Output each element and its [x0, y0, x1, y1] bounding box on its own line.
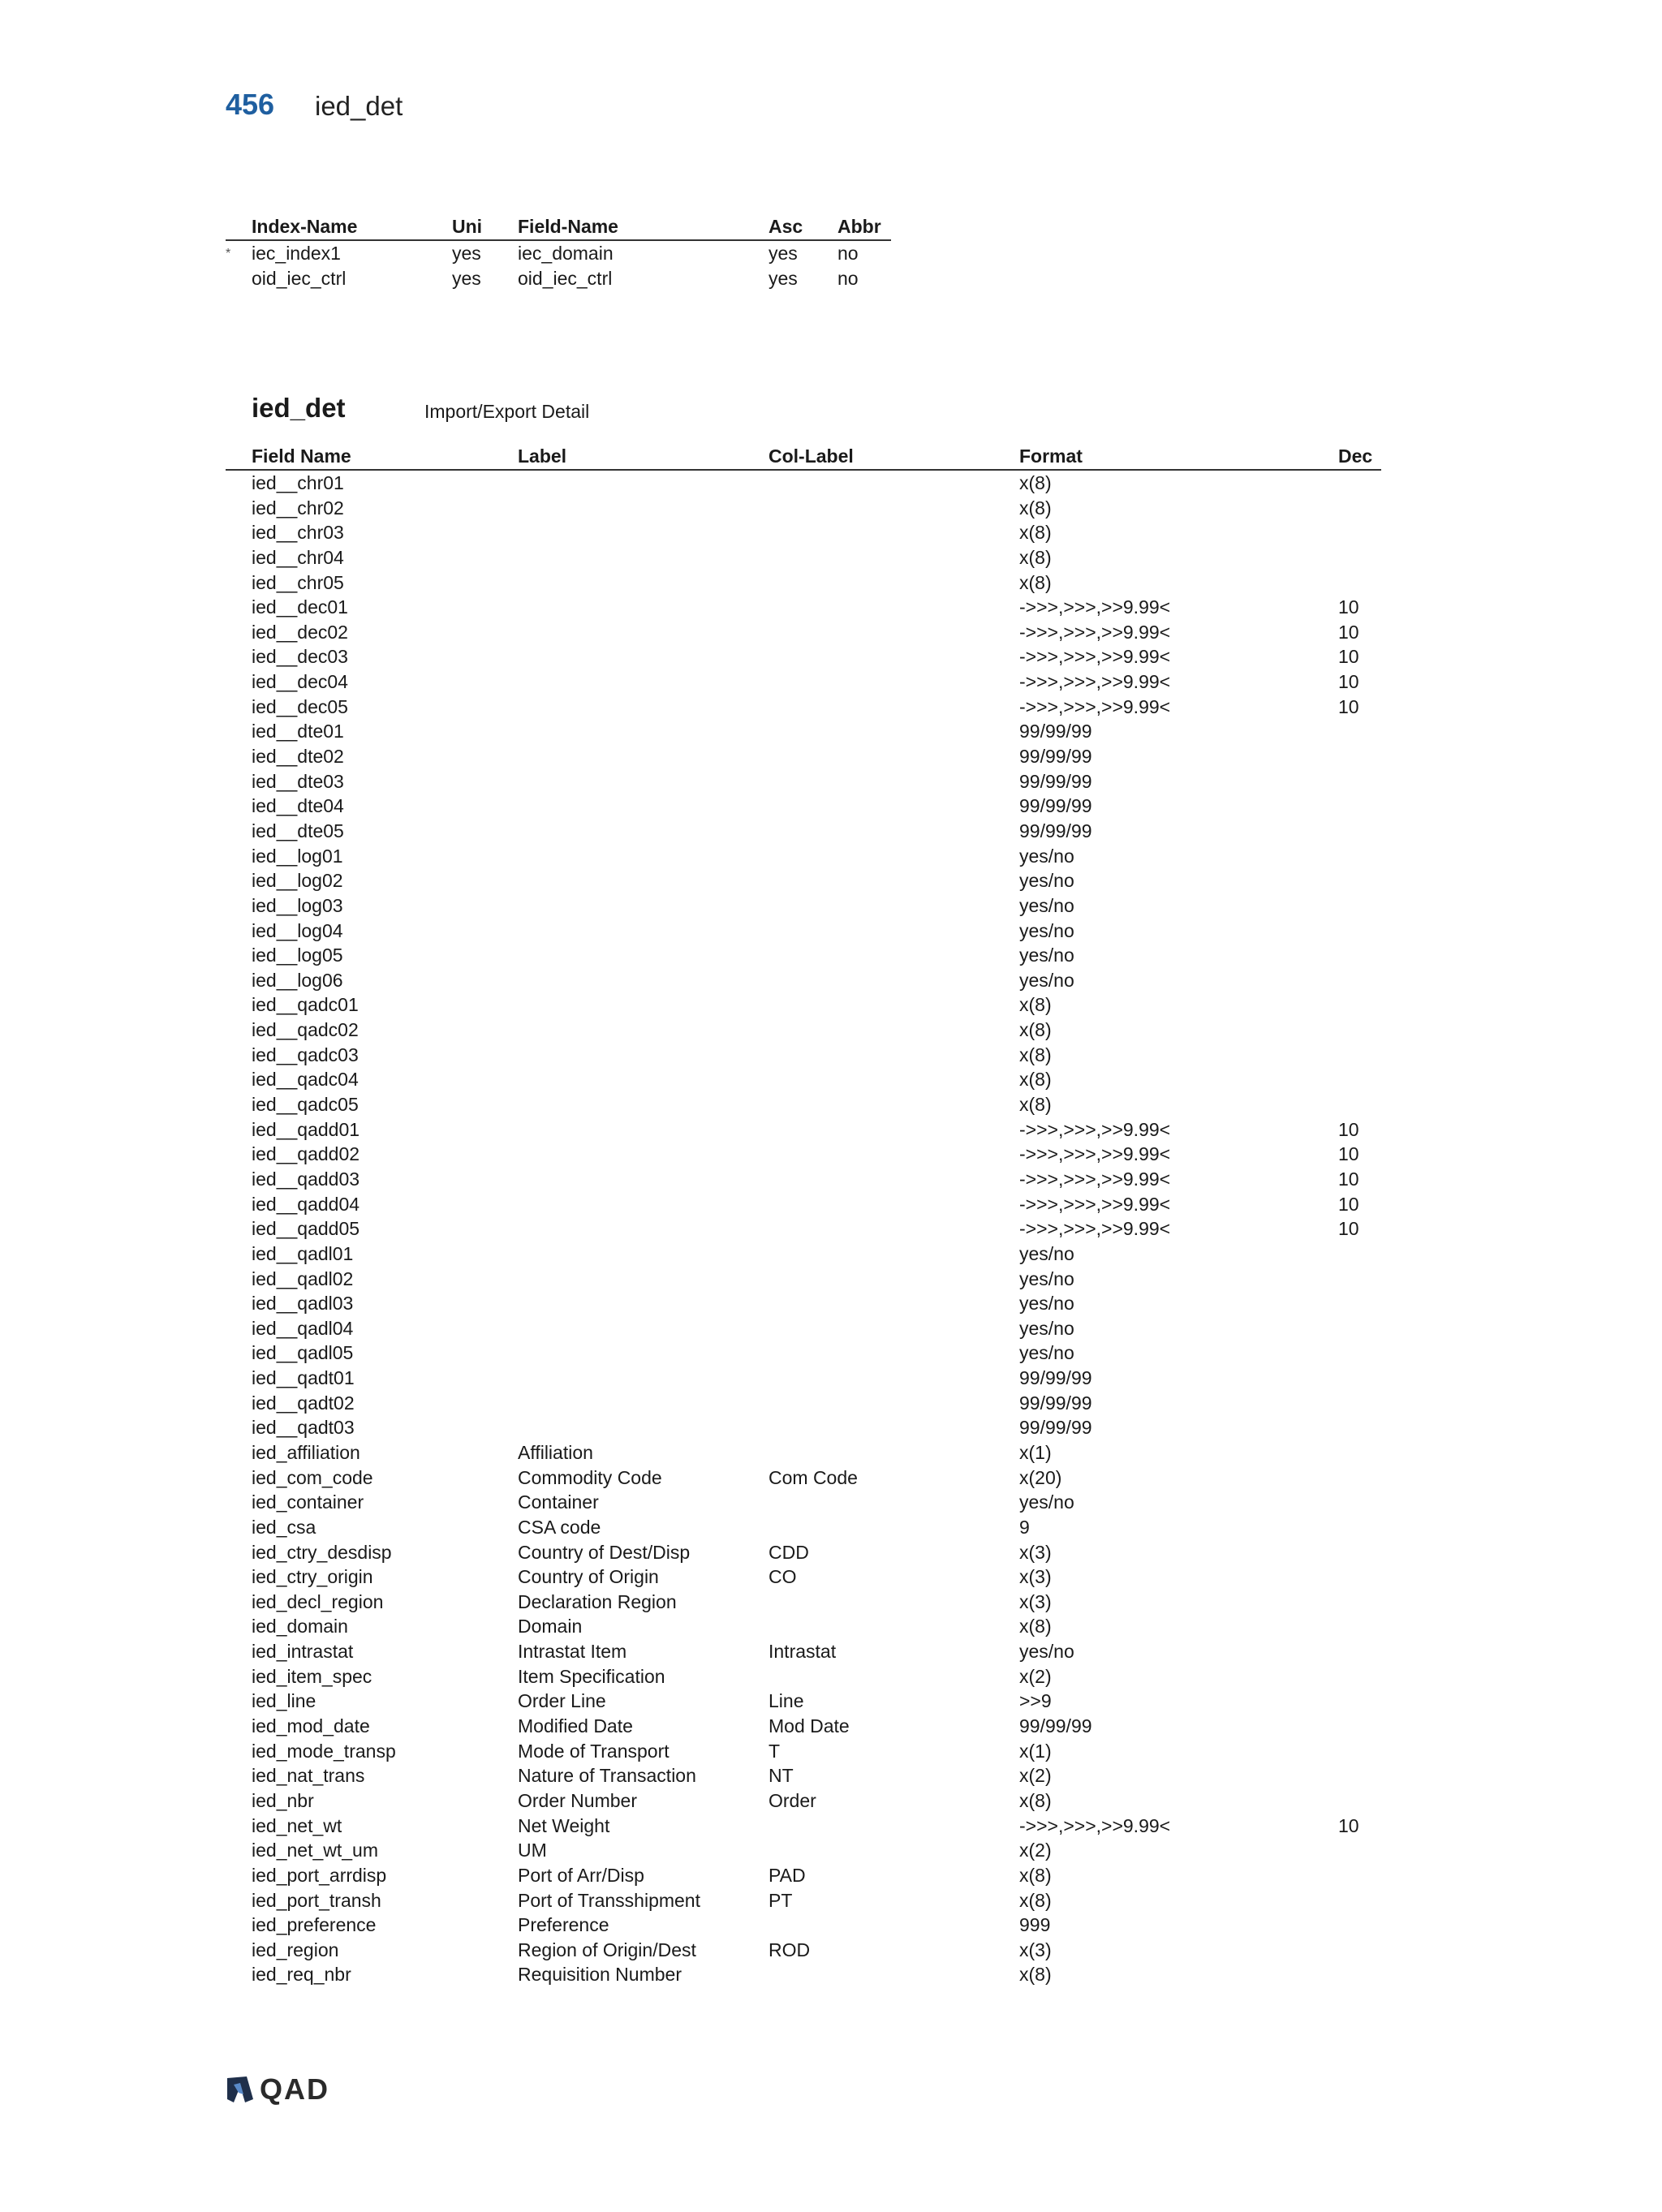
- table-row: [226, 1192, 1381, 1217]
- format-cell: yes/no: [1019, 1242, 1074, 1264]
- index-name-cell: iec_index1: [252, 243, 341, 264]
- field-name-cell: ied__qadt02: [252, 1392, 355, 1414]
- table-row: [226, 570, 1381, 596]
- label-cell: Region of Origin/Dest: [518, 1939, 696, 1960]
- table-row: [226, 819, 1381, 844]
- col-header-index-name: Index-Name: [252, 216, 358, 237]
- asc-cell: yes: [769, 268, 798, 289]
- label-cell: Intrastat Item: [518, 1641, 627, 1663]
- label-cell: Declaration Region: [518, 1590, 677, 1612]
- label-cell: UM: [518, 1840, 547, 1861]
- table-row: [226, 1938, 1381, 1963]
- field-name-cell: ied__qadl04: [252, 1317, 354, 1339]
- table-row: [226, 644, 1381, 669]
- format-cell: 99/99/99: [1019, 1367, 1092, 1389]
- field-name-cell: ied__qadd03: [252, 1168, 360, 1190]
- table-row: [226, 1167, 1381, 1192]
- field-name-cell: ied__qadc03: [252, 1044, 359, 1065]
- format-cell: x(2): [1019, 1840, 1052, 1861]
- field-name-cell: ied_port_arrdisp: [252, 1864, 387, 1886]
- field-name-cell: ied__qadt01: [252, 1367, 355, 1389]
- col-label-cell: PT: [769, 1889, 793, 1911]
- field-name-cell: ied__qadl01: [252, 1242, 354, 1264]
- index-table-body: [226, 241, 891, 291]
- col-header-asc: Asc: [769, 216, 803, 237]
- format-cell: yes/no: [1019, 969, 1074, 991]
- col-header-field-name: Field Name: [252, 445, 351, 467]
- table-row: [226, 520, 1381, 545]
- field-name-cell: ied__qadc01: [252, 994, 359, 1016]
- field-name-cell: ied__dte02: [252, 746, 344, 768]
- table-row: [226, 1316, 1381, 1341]
- field-name-cell: ied_container: [252, 1491, 364, 1513]
- dec-cell: 10: [1338, 1118, 1359, 1140]
- field-name-cell: ied__qadc04: [252, 1069, 359, 1091]
- table-row: [226, 769, 1381, 794]
- format-cell: x(8): [1019, 1069, 1052, 1091]
- field-name-cell: ied__qadl02: [252, 1267, 354, 1289]
- format-cell: x(1): [1019, 1740, 1052, 1762]
- format-cell: x(3): [1019, 1590, 1052, 1612]
- format-cell: 99/99/99: [1019, 1417, 1092, 1439]
- table-row: [226, 1664, 1381, 1689]
- format-cell: ->>>,>>>,>>9.99<: [1019, 1118, 1171, 1140]
- field-name-cell: ied_domain: [252, 1616, 348, 1637]
- table-row: [226, 1242, 1381, 1267]
- field-name-cell: ied__dec03: [252, 646, 348, 668]
- field-name-cell: ied_intrastat: [252, 1641, 354, 1663]
- table-row: [226, 744, 1381, 769]
- col-label-cell: ROD: [769, 1939, 811, 1960]
- col-label-cell: T: [769, 1740, 781, 1762]
- field-name-cell: ied_mode_transp: [252, 1740, 396, 1762]
- format-cell: x(8): [1019, 1019, 1052, 1041]
- table-row: [226, 992, 1381, 1018]
- table-row: [226, 1838, 1381, 1863]
- index-table-header: [226, 214, 891, 241]
- field-name-cell: ied__qadl05: [252, 1342, 354, 1364]
- table-row: [226, 968, 1381, 993]
- field-name-cell: ied_item_spec: [252, 1665, 372, 1687]
- format-cell: yes/no: [1019, 945, 1074, 966]
- format-cell: 99/99/99: [1019, 1392, 1092, 1414]
- table-row: [226, 1341, 1381, 1366]
- table-row: [226, 1142, 1381, 1167]
- col-label-cell: Com Code: [769, 1466, 858, 1488]
- dec-cell: 10: [1338, 646, 1359, 668]
- col-header-dec: Dec: [1338, 445, 1373, 467]
- table-row: [226, 1714, 1381, 1739]
- field-name-cell: ied__dec01: [252, 596, 348, 618]
- field-name-cell: ied_req_nbr: [252, 1964, 351, 1986]
- dec-cell: 10: [1338, 1193, 1359, 1215]
- format-cell: yes/no: [1019, 1491, 1074, 1513]
- label-cell: Item Specification: [518, 1665, 665, 1687]
- label-cell: Modified Date: [518, 1715, 633, 1737]
- field-table-header: [226, 443, 1381, 471]
- table-row: [226, 1788, 1381, 1814]
- field-name-cell: ied__qadc02: [252, 1019, 359, 1041]
- format-cell: yes/no: [1019, 870, 1074, 892]
- field-name-cell: ied__qadd05: [252, 1218, 360, 1240]
- field-name-cell: ied__qadd04: [252, 1193, 360, 1215]
- label-cell: Affiliation: [518, 1441, 593, 1463]
- table-row: [226, 1913, 1381, 1938]
- dec-cell: 10: [1338, 671, 1359, 693]
- table-row: [226, 1465, 1381, 1491]
- label-cell: Domain: [518, 1616, 583, 1637]
- format-cell: x(8): [1019, 1964, 1052, 1986]
- field-name-cell: ied_com_code: [252, 1466, 373, 1488]
- index-table: [226, 214, 891, 291]
- table-row: [226, 1267, 1381, 1292]
- table-row: [226, 1540, 1381, 1565]
- field-name-cell: ied_nat_trans: [252, 1765, 365, 1787]
- format-cell: x(8): [1019, 472, 1052, 493]
- uni-cell: yes: [452, 243, 481, 264]
- format-cell: x(8): [1019, 571, 1052, 593]
- format-cell: x(8): [1019, 994, 1052, 1016]
- table-row: [226, 1391, 1381, 1416]
- table-row: [226, 595, 1381, 620]
- asc-cell: yes: [769, 243, 798, 264]
- col-label-cell: NT: [769, 1765, 794, 1787]
- table-row: [226, 919, 1381, 944]
- label-cell: Commodity Code: [518, 1466, 662, 1488]
- primary-index-marker: *: [226, 247, 231, 260]
- format-cell: x(8): [1019, 1789, 1052, 1811]
- format-cell: ->>>,>>>,>>9.99<: [1019, 671, 1171, 693]
- format-cell: ->>>,>>>,>>9.99<: [1019, 1814, 1171, 1836]
- format-cell: ->>>,>>>,>>9.99<: [1019, 646, 1171, 668]
- table-row: [226, 545, 1381, 570]
- field-name-cell: ied_csa: [252, 1516, 316, 1538]
- table-row: [226, 1814, 1381, 1839]
- format-cell: yes/no: [1019, 1293, 1074, 1315]
- index-name-cell: oid_iec_ctrl: [252, 268, 347, 289]
- label-cell: Port of Arr/Disp: [518, 1864, 644, 1886]
- format-cell: x(8): [1019, 522, 1052, 544]
- field-name-cell: ied_region: [252, 1939, 339, 1960]
- format-cell: x(8): [1019, 497, 1052, 519]
- col-header-col-label: Col-Label: [769, 445, 854, 467]
- field-name-cell: ied__chr02: [252, 497, 344, 519]
- abbr-cell: no: [837, 243, 859, 264]
- label-cell: Nature of Transaction: [518, 1765, 696, 1787]
- table-row: [226, 496, 1381, 521]
- field-name-cell: ied__dec05: [252, 695, 348, 717]
- table-row: [226, 1490, 1381, 1515]
- label-cell: Mode of Transport: [518, 1740, 670, 1762]
- table-row: [226, 1117, 1381, 1143]
- col-label-cell: Mod Date: [769, 1715, 850, 1737]
- field-name-cell: iec_domain: [518, 243, 614, 264]
- format-cell: ->>>,>>>,>>9.99<: [1019, 596, 1171, 618]
- col-label-cell: Intrastat: [769, 1641, 837, 1663]
- col-header-abbr: Abbr: [837, 216, 881, 237]
- format-cell: x(3): [1019, 1566, 1052, 1588]
- table-row: [226, 1366, 1381, 1391]
- format-cell: yes/no: [1019, 919, 1074, 941]
- index-row: [226, 266, 891, 291]
- field-name-cell: ied__dec02: [252, 621, 348, 643]
- field-name-cell: ied_affiliation: [252, 1441, 360, 1463]
- field-name-cell: ied_port_transh: [252, 1889, 381, 1911]
- table-row: [226, 620, 1381, 645]
- table-row: [226, 669, 1381, 695]
- format-cell: 99/99/99: [1019, 746, 1092, 768]
- format-cell: x(8): [1019, 1889, 1052, 1911]
- field-name-cell: ied__chr04: [252, 546, 344, 568]
- col-header-uni: Uni: [452, 216, 483, 237]
- field-name-cell: ied__dte04: [252, 795, 344, 817]
- page-number: 456: [226, 88, 275, 121]
- dec-cell: 10: [1338, 1143, 1359, 1165]
- col-label-cell: CO: [769, 1566, 797, 1588]
- field-name-cell: ied_line: [252, 1690, 316, 1712]
- field-name-cell: ied__chr05: [252, 571, 344, 593]
- table-row: [226, 719, 1381, 744]
- field-name-cell: ied__qadd02: [252, 1143, 360, 1165]
- table-row: [226, 868, 1381, 893]
- label-cell: Country of Dest/Disp: [518, 1541, 691, 1563]
- abbr-cell: no: [837, 268, 859, 289]
- qad-logo: [226, 2073, 329, 2106]
- field-name-cell: ied_net_wt: [252, 1814, 342, 1836]
- format-cell: ->>>,>>>,>>9.99<: [1019, 1143, 1171, 1165]
- format-cell: 99/99/99: [1019, 795, 1092, 817]
- label-cell: Country of Origin: [518, 1566, 659, 1588]
- format-cell: x(1): [1019, 1441, 1052, 1463]
- field-name-cell: ied_ctry_origin: [252, 1566, 373, 1588]
- format-cell: >>9: [1019, 1690, 1052, 1712]
- table-row: [226, 1962, 1381, 1987]
- format-cell: yes/no: [1019, 1641, 1074, 1663]
- table-row: [226, 1639, 1381, 1664]
- format-cell: x(2): [1019, 1765, 1052, 1787]
- table-row: [226, 695, 1381, 720]
- field-name-cell: oid_iec_ctrl: [518, 268, 613, 289]
- dec-cell: 10: [1338, 1218, 1359, 1240]
- label-cell: Requisition Number: [518, 1964, 682, 1986]
- running-title: ied_det: [315, 91, 403, 121]
- label-cell: Order Number: [518, 1789, 637, 1811]
- format-cell: x(8): [1019, 546, 1052, 568]
- table-row: [226, 1564, 1381, 1590]
- field-name-cell: ied__log02: [252, 870, 343, 892]
- table-row: [226, 1614, 1381, 1639]
- table-row: [226, 844, 1381, 869]
- dec-cell: 10: [1338, 1168, 1359, 1190]
- dec-cell: 10: [1338, 596, 1359, 618]
- field-name-cell: ied__log03: [252, 894, 343, 916]
- table-row: [226, 1515, 1381, 1540]
- table-row: [226, 1763, 1381, 1788]
- field-name-cell: ied__dte01: [252, 721, 344, 742]
- format-cell: x(8): [1019, 1094, 1052, 1116]
- format-cell: ->>>,>>>,>>9.99<: [1019, 1193, 1171, 1215]
- col-label-cell: Line: [769, 1690, 804, 1712]
- label-cell: Port of Transshipment: [518, 1889, 700, 1911]
- qad-logo-icon: [226, 2075, 255, 2104]
- field-name-cell: ied__dte03: [252, 770, 344, 792]
- section-title: ied_det: [252, 393, 346, 423]
- format-cell: 9: [1019, 1516, 1030, 1538]
- field-name-cell: ied__log05: [252, 945, 343, 966]
- format-cell: ->>>,>>>,>>9.99<: [1019, 621, 1171, 643]
- label-cell: Net Weight: [518, 1814, 610, 1836]
- table-row: [226, 1739, 1381, 1764]
- field-name-cell: ied__dec04: [252, 671, 348, 693]
- format-cell: ->>>,>>>,>>9.99<: [1019, 1168, 1171, 1190]
- logo-text: QAD: [260, 2072, 329, 2106]
- format-cell: 99/99/99: [1019, 770, 1092, 792]
- format-cell: ->>>,>>>,>>9.99<: [1019, 695, 1171, 717]
- format-cell: ->>>,>>>,>>9.99<: [1019, 1218, 1171, 1240]
- label-cell: Order Line: [518, 1690, 606, 1712]
- field-name-cell: ied_nbr: [252, 1789, 314, 1811]
- field-table-body: [226, 471, 1381, 1987]
- col-label-cell: Order: [769, 1789, 816, 1811]
- format-cell: x(3): [1019, 1541, 1052, 1563]
- table-row: [226, 1067, 1381, 1092]
- field-name-cell: ied_mod_date: [252, 1715, 370, 1737]
- dec-cell: 10: [1338, 1814, 1359, 1836]
- table-row: [226, 1018, 1381, 1043]
- format-cell: x(8): [1019, 1044, 1052, 1065]
- field-name-cell: ied__qadt03: [252, 1417, 355, 1439]
- table-row: [226, 943, 1381, 968]
- format-cell: 99/99/99: [1019, 721, 1092, 742]
- table-row: [226, 1590, 1381, 1615]
- format-cell: x(2): [1019, 1665, 1052, 1687]
- field-name-cell: ied__qadc05: [252, 1094, 359, 1116]
- table-row: [226, 1291, 1381, 1316]
- col-header-label: Label: [518, 445, 567, 467]
- field-name-cell: ied__log04: [252, 919, 343, 941]
- format-cell: x(8): [1019, 1864, 1052, 1886]
- table-row: [226, 1863, 1381, 1888]
- section-description: Import/Export Detail: [424, 401, 590, 422]
- dec-cell: 10: [1338, 695, 1359, 717]
- field-name-cell: ied_ctry_desdisp: [252, 1541, 392, 1563]
- field-name-cell: ied__qadl03: [252, 1293, 354, 1315]
- label-cell: CSA code: [518, 1516, 601, 1538]
- field-name-cell: ied__log01: [252, 845, 343, 867]
- table-row: [226, 1415, 1381, 1440]
- format-cell: yes/no: [1019, 1342, 1074, 1364]
- field-name-cell: ied__chr03: [252, 522, 344, 544]
- field-name-cell: ied_decl_region: [252, 1590, 384, 1612]
- field-name-cell: ied__chr01: [252, 472, 344, 493]
- format-cell: yes/no: [1019, 1267, 1074, 1289]
- table-row: [226, 1689, 1381, 1714]
- col-label-cell: PAD: [769, 1864, 806, 1886]
- format-cell: yes/no: [1019, 1317, 1074, 1339]
- field-name-cell: ied_preference: [252, 1914, 377, 1936]
- field-name-cell: ied__qadd01: [252, 1118, 360, 1140]
- table-row: [226, 471, 1381, 496]
- table-row: [226, 794, 1381, 819]
- format-cell: yes/no: [1019, 845, 1074, 867]
- label-cell: Preference: [518, 1914, 609, 1936]
- dec-cell: 10: [1338, 621, 1359, 643]
- table-row: [226, 1440, 1381, 1465]
- field-name-cell: ied_net_wt_um: [252, 1840, 378, 1861]
- index-row: [226, 241, 891, 266]
- format-cell: 99/99/99: [1019, 820, 1092, 841]
- table-row: [226, 893, 1381, 919]
- table-row: [226, 1043, 1381, 1068]
- col-header-format: Format: [1019, 445, 1083, 467]
- uni-cell: yes: [452, 268, 481, 289]
- table-row: [226, 1888, 1381, 1913]
- table-row: [226, 1092, 1381, 1117]
- field-name-cell: ied__log06: [252, 969, 343, 991]
- col-header-field-name: Field-Name: [518, 216, 618, 237]
- col-label-cell: CDD: [769, 1541, 809, 1563]
- field-name-cell: ied__dte05: [252, 820, 344, 841]
- field-table: [226, 443, 1381, 1987]
- format-cell: 999: [1019, 1914, 1051, 1936]
- label-cell: Container: [518, 1491, 599, 1513]
- format-cell: x(8): [1019, 1616, 1052, 1637]
- table-row: [226, 1216, 1381, 1242]
- format-cell: yes/no: [1019, 894, 1074, 916]
- format-cell: x(3): [1019, 1939, 1052, 1960]
- format-cell: x(20): [1019, 1466, 1062, 1488]
- format-cell: 99/99/99: [1019, 1715, 1092, 1737]
